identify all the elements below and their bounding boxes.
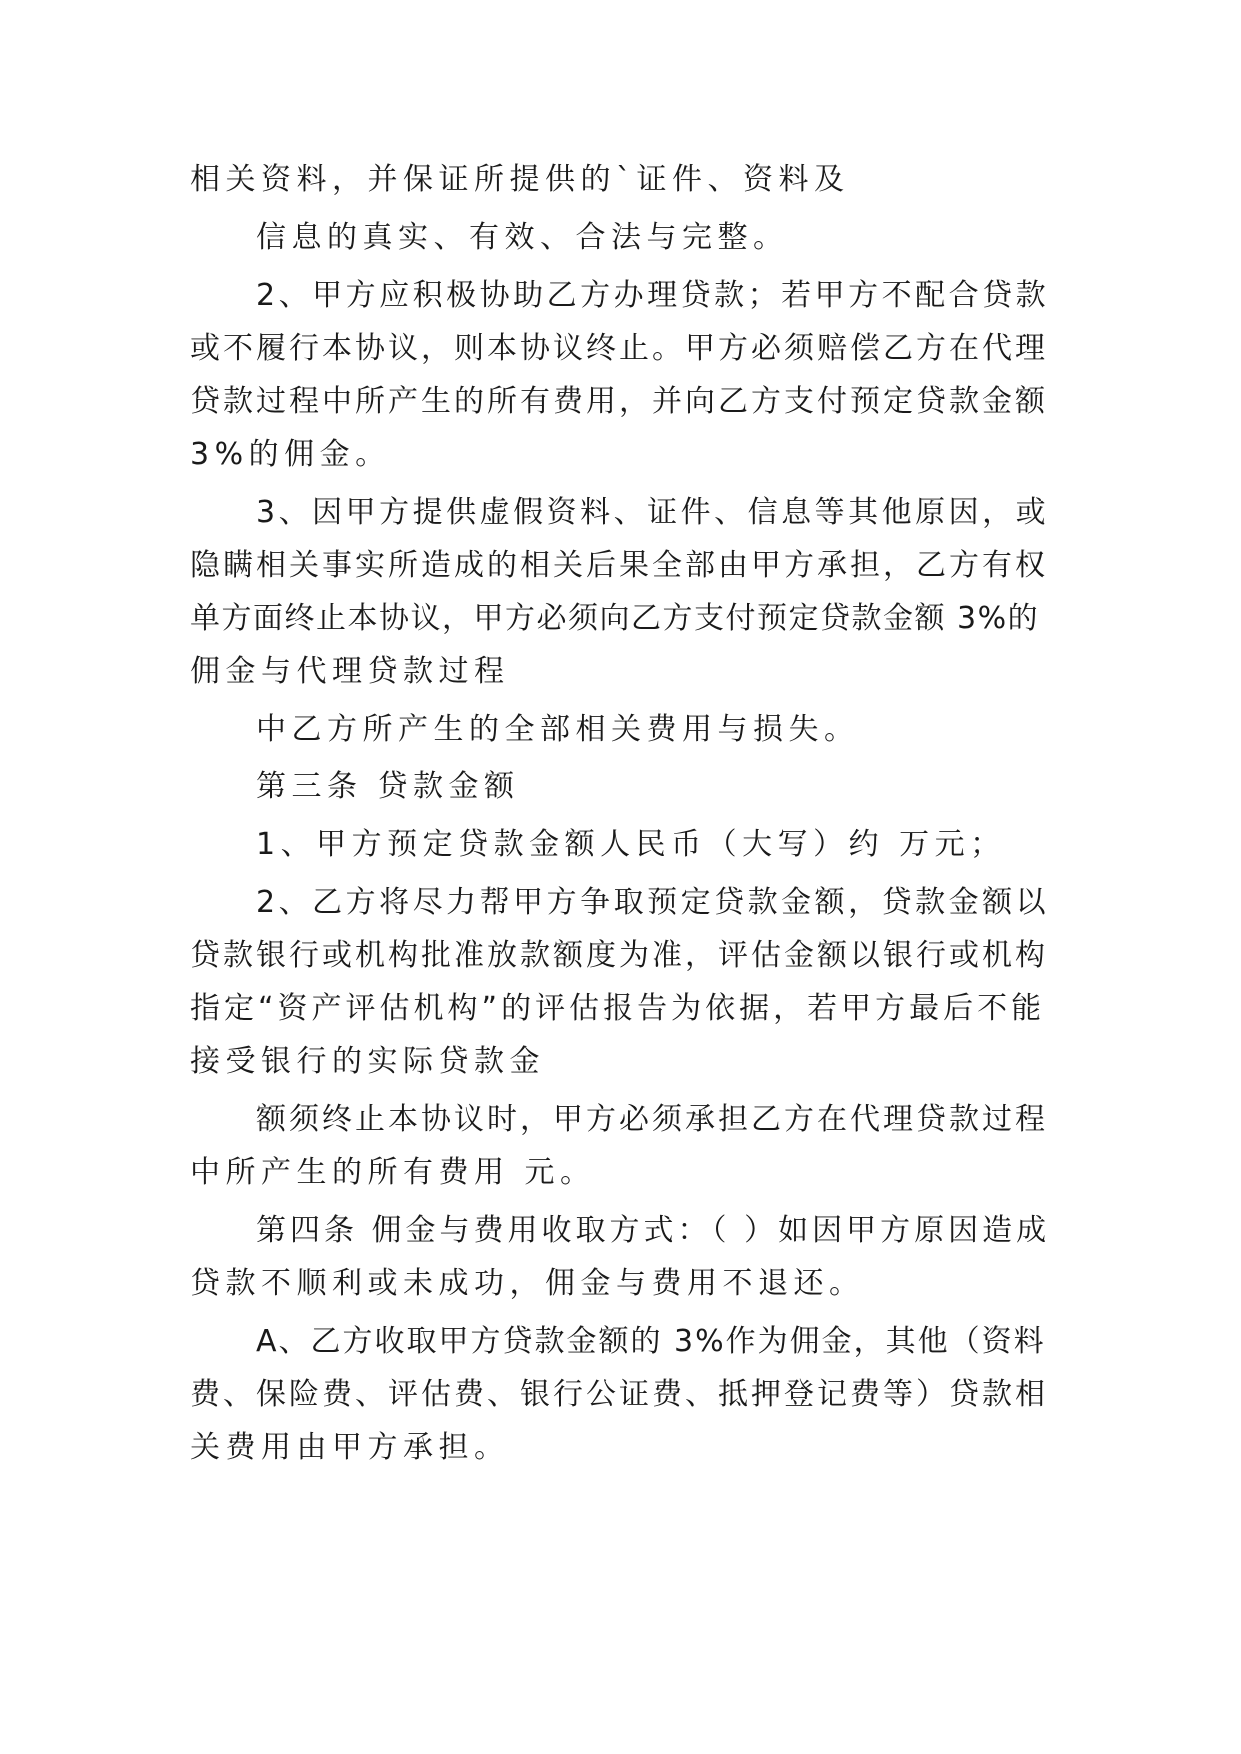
text-line: 中所产生的所有费用 元。	[190, 1155, 596, 1190]
text-line: 指定“资产评估机构”的评估报告为依据，若甲方最后不能	[190, 991, 1046, 1026]
text-line: 3、因甲方提供虚假资料、证件、信息等其他原因，或	[256, 495, 1050, 530]
text-line: 3%的佣金。	[190, 437, 391, 472]
text-line: 额须终止本协议时，甲方必须承担乙方在代理贷款过程	[256, 1102, 1048, 1137]
text-line: 费、保险费、评估费、银行公证费、抵押登记费等）贷款相	[190, 1377, 1048, 1412]
section-heading: 第三条 贷款金额	[256, 769, 520, 804]
text-line: 信息的真实、有效、合法与完整。	[256, 220, 789, 255]
text-line: 隐瞒相关事实所造成的相关后果全部由甲方承担，乙方有权	[190, 548, 1048, 583]
section-heading: 第四条 佣金与费用收取方式：（ ）如因甲方原因造成	[256, 1213, 1051, 1248]
text-line: 相关资料，并保证所提供的`证件、资料及	[190, 162, 850, 197]
text-line: 2、甲方应积极协助乙方办理贷款；若甲方不配合贷款	[256, 278, 1050, 313]
text-line: 贷款银行或机构批准放款额度为准，评估金额以银行或机构	[190, 938, 1048, 973]
text-line: 佣金与代理贷款过程	[190, 654, 510, 689]
text-line: 单方面终止本协议，甲方必须向乙方支付预定贷款金额 3%的	[190, 601, 1040, 636]
text-line: 中乙方所产生的全部相关费用与损失。	[256, 712, 860, 747]
text-line: 2、乙方将尽力帮甲方争取预定贷款金额，贷款金额以	[256, 885, 1050, 920]
text-line: A、乙方收取甲方贷款金额的 3%作为佣金，其他（资料	[256, 1324, 1046, 1359]
text-line: 1、甲方预定贷款金额人民币（大写）约 万元；	[256, 827, 1006, 862]
text-line: 接受银行的实际贷款金	[190, 1044, 545, 1079]
text-line: 贷款过程中所产生的所有费用，并向乙方支付预定贷款金额	[190, 384, 1048, 419]
text-line: 贷款不顺利或未成功，佣金与费用不退还。	[190, 1266, 865, 1301]
text-line: 或不履行本协议，则本协议终止。甲方必须赔偿乙方在代理	[190, 331, 1048, 366]
text-line: 关费用由甲方承担。	[190, 1430, 510, 1465]
